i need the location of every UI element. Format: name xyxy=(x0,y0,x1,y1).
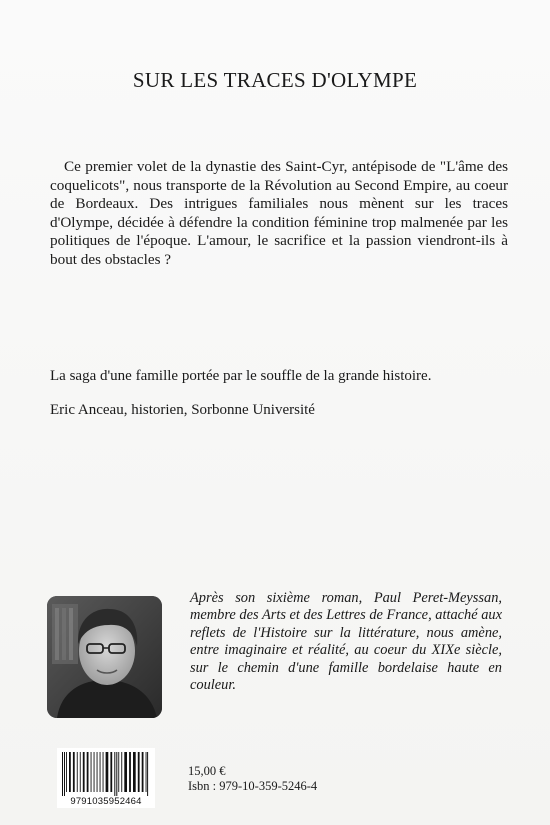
author-biography: Après son sixième roman, Paul Peret-Meyssan, membre des Arts et des Lettres de France, attaché aux reflets de l'Histoire sur la littérature, nous amène, entre imaginaire et réalité, au coeur du XIXe siècle, sur le chemin d'une famille bordelaise haute en couleur. xyxy=(190,590,502,694)
review-quote: La saga d'une famille portée par le souffle de la grande histoire. xyxy=(50,368,432,384)
barcode-bars xyxy=(61,752,151,796)
author-portrait-image xyxy=(47,596,162,718)
barcode-bar xyxy=(80,752,81,792)
barcode-bar xyxy=(146,752,147,792)
barcode-bar xyxy=(83,752,85,792)
barcode-bar xyxy=(73,752,75,792)
review-quote-author: Eric Anceau, historien, Sorbonne Université xyxy=(50,402,315,418)
barcode-bar xyxy=(100,752,101,792)
barcode-bar xyxy=(106,752,109,792)
barcode-bar xyxy=(64,752,65,796)
barcode-bar xyxy=(124,752,127,792)
barcode-bar xyxy=(114,752,115,796)
barcode-bar xyxy=(118,752,119,792)
barcode-bar xyxy=(66,752,67,792)
author-photo xyxy=(47,596,162,718)
barcode-bar xyxy=(91,752,92,792)
barcode-bar xyxy=(103,752,104,792)
barcode-bar xyxy=(87,752,89,792)
barcode-bar xyxy=(116,752,117,796)
barcode-bar xyxy=(69,752,71,792)
barcode-bar xyxy=(142,752,144,792)
barcode-bar xyxy=(121,752,122,792)
barcode-bar xyxy=(133,752,136,792)
barcode-bar xyxy=(110,752,112,792)
barcode-bar xyxy=(138,752,140,792)
barcode-bar xyxy=(62,752,63,796)
barcode-bar xyxy=(147,752,148,796)
barcode-bar xyxy=(129,752,131,792)
isbn-label: Isbn : 979-10-359-5246-4 xyxy=(188,779,318,793)
barcode-bar xyxy=(77,752,78,792)
price-label: 15,00 € xyxy=(188,764,226,778)
isbn-barcode xyxy=(57,748,155,808)
book-title: SUR LES TRACES D'OLYMPE xyxy=(132,68,418,92)
barcode-number: 9791035952464 xyxy=(70,796,142,807)
synopsis-text: Ce premier volet de la dynastie des Saint-Cyr, antépisode de "L'âme des coquelicots", nous transporte de la Révolution au Second Empire, au coeur de Bordeaux. Des intrigues familiales nous mènent sur les traces d'Olympe, décidée à défendre la condition féminine trop malmenée par les politiques de l'époque. L'amour, le sacrifice et la passion viendront-ils à bout des obstacles ? xyxy=(50,158,508,268)
barcode-bar xyxy=(97,752,98,792)
barcode-bar xyxy=(94,752,95,792)
